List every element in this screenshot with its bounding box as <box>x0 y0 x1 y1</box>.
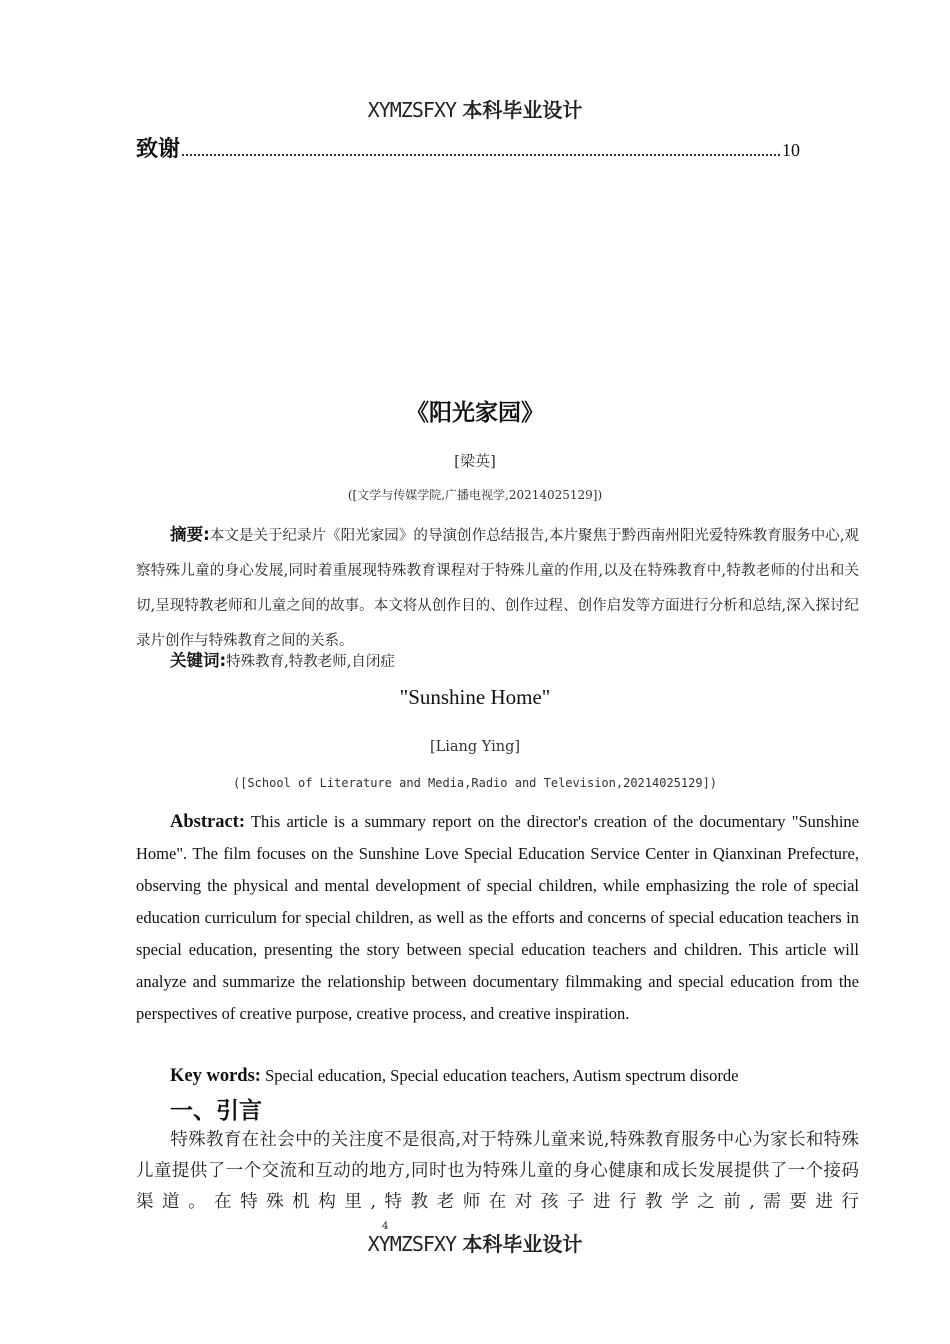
keywords-cn-label: 关键词: <box>170 651 227 670</box>
abstract-en-text: This article is a summary report on the director's creation of the documentary "Sunshine Home". The film focuses on the Sunshine Love Special Education Service Center in Qianxinan Prefecture, observing the physical and mental development of special children, while emphasizing the role of special education curriculum for special children, as well as the efforts and concerns of special education teachers in special education, presenting the story between special education teachers and children. This article will analyze and summarize the relationship between documentary filmmaking and special education from the perspectives of creative purpose, creative process, and creative inspiration. <box>136 812 860 1023</box>
header-latin: XYMZSFXY <box>367 98 456 122</box>
abstract-en-label: Abstract: <box>170 812 246 832</box>
document-title: 《阳光家园》 <box>406 400 544 426</box>
toc-entry-acknowledgements[interactable] <box>136 132 800 162</box>
footer-latin: XYMZSFXY <box>367 1232 456 1256</box>
running-header <box>0 94 950 123</box>
toc-label: 致谢 <box>136 137 181 162</box>
toc-leader-dots <box>182 153 780 156</box>
header-cn: 本科毕业设计 <box>462 98 583 122</box>
author-en: [Liang Ying] <box>429 739 521 755</box>
abstract-en <box>136 806 859 1030</box>
body-paragraph <box>136 1125 859 1218</box>
toc-page-number: 10 <box>782 140 800 160</box>
section-heading-introduction: 一、引言 <box>170 1098 262 1124</box>
page-number: 4 <box>382 1221 389 1232</box>
abstract-cn-label: 摘要: <box>170 525 210 544</box>
keywords-en <box>136 1061 738 1091</box>
keywords-en-label: Key words: <box>170 1066 261 1086</box>
english-title: "Sunshine Home" <box>399 685 551 709</box>
keywords-cn-text: 特殊教育,特教老师,自闭症 <box>226 654 395 670</box>
keywords-en-text: Special education, Special education teachers, Autism spectrum disorde <box>265 1066 739 1085</box>
running-footer <box>0 1228 950 1257</box>
affiliation-cn: ([文学与传媒学院,广播电视学,20214025129]) <box>347 488 603 502</box>
footer-cn: 本科毕业设计 <box>462 1232 583 1256</box>
keywords-cn <box>136 646 395 677</box>
body-paragraph-text: 特殊教育在社会中的关注度不是很高,对于特殊儿童来说,特殊教育服务中心为家长和特殊儿童提供了一个交流和互动的地方,同时也为特殊儿童的身心健康和成长发展提供了一个接码渠道。在特殊机构里,特教老师在对孩子进行教学之前,需要进行 <box>136 1130 859 1212</box>
abstract-cn-text: 本文是关于纪录片《阳光家园》的导演创作总结报告,本片聚焦于黔西南州阳光爱特殊教育服务中心,观察特殊儿童的身心发展,同时着重展现特殊教育课程对于特殊儿童的作用,以及在特殊教育中,特教老师的付出和关切,呈现特教老师和儿童之间的故事。本文将从创作目的、创作过程、创作启发等方面进行分析和总结,深入探讨纪录片创作与特殊教育之间的关系。 <box>136 528 859 649</box>
author-cn: [梁英] <box>454 452 496 470</box>
abstract-cn <box>136 517 859 659</box>
affiliation-en: ([School of Literature and Media,Radio and Television,20214025129]) <box>232 776 718 790</box>
